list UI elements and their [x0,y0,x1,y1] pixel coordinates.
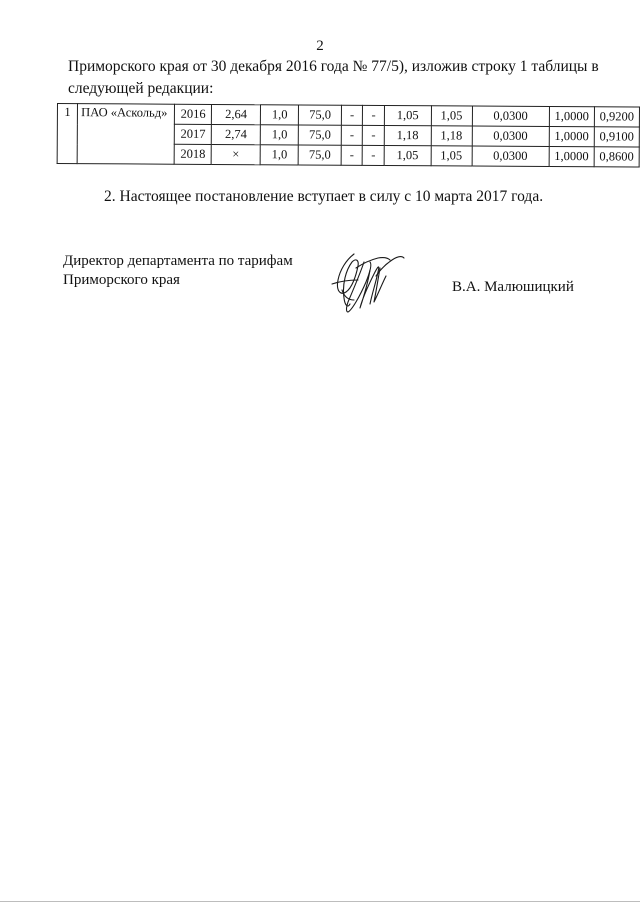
row-number-cell: 1 [57,104,78,164]
table-cell: 1,05 [384,105,431,125]
table-cell: 2,74 [211,124,260,144]
table-cell: - [341,145,363,165]
table-cell: - [363,105,385,125]
table-cell: 2017 [175,124,212,144]
table-cell: 0,8600 [594,147,639,167]
signatory-title [63,252,293,290]
table-cell: - [341,105,363,125]
table-row [57,104,639,128]
handwritten-signature [318,246,414,318]
page-number: 2 [316,38,324,54]
table-cell: 1,0 [260,145,298,165]
table-cell: - [341,125,363,145]
table-cell: 2016 [175,104,212,124]
table-cell: 0,0300 [472,126,549,146]
intro-line-1: Приморского края от 30 декабря 2016 года № 77/5), изложив строку 1 таблицы в [68,58,599,75]
table-cell: 2018 [174,144,211,164]
table-cell: 1,05 [431,146,472,166]
organization-cell: ПАО «Аскольд» [77,104,174,165]
tariff-table [57,103,640,168]
page-edge-line [0,901,640,902]
table-cell: 1,05 [384,145,431,165]
table-cell: 1,0000 [549,147,594,167]
table-cell: 75,0 [299,105,342,125]
table-cell: 0,9200 [594,107,639,127]
clause-2: 2. Настоящее постановление вступает в силу с 10 марта 2017 года. [104,188,544,205]
table-cell: 1,18 [431,126,472,146]
table-cell: 1,0000 [549,107,594,127]
signatory-name: В.А. Малюшицкий [452,279,574,295]
signatory-title-line-2: Приморского края [63,272,180,288]
table-cell: 1,0000 [549,127,594,147]
intro-paragraph [68,56,608,100]
table-cell: - [363,125,385,145]
intro-line-2: следующей редакции: [68,80,214,97]
table-cell: 1,0 [261,105,299,125]
table-cell: 1,0 [260,125,298,145]
table-cell: 75,0 [299,125,342,145]
signatory-title-line-1: Директор департамента по тарифам [63,253,293,269]
table-cell: 0,0300 [472,146,549,166]
table-cell: 1,05 [431,106,472,126]
table-cell: - [363,145,385,165]
table-cell: 0,0300 [472,106,549,126]
table-cell: 0,9100 [594,127,639,147]
table-cell: 1,18 [384,125,431,145]
table-cell: 2,64 [211,104,260,124]
table-cell: 75,0 [298,145,341,165]
table-cell: × [211,144,260,164]
